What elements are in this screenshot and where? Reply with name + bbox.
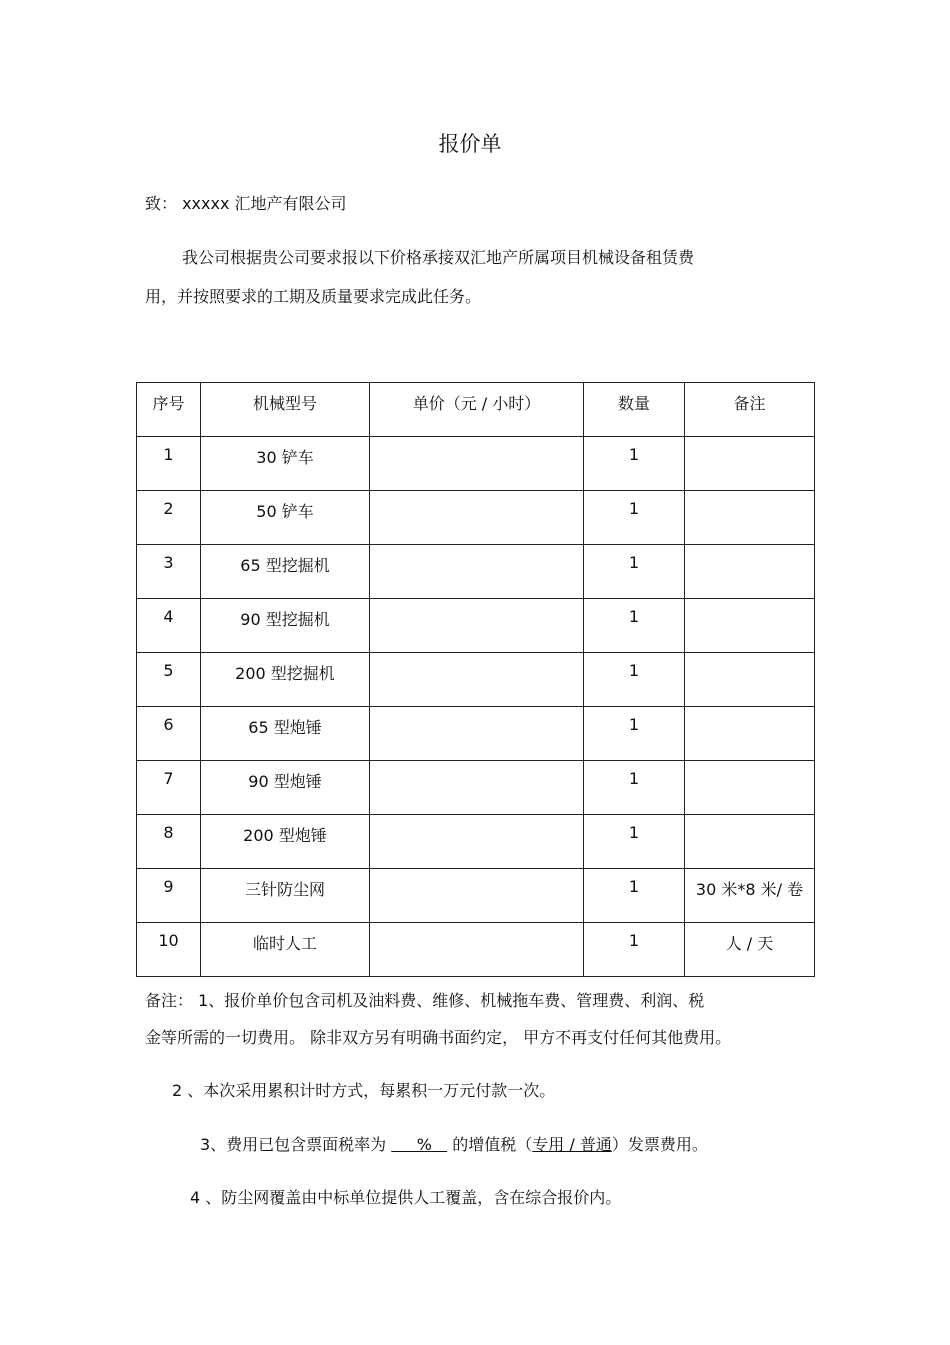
cell-price[interactable] [370,599,584,653]
table-header-row [137,383,815,437]
table-row [137,437,815,491]
table-row [137,923,815,977]
cell-no: 4 [137,599,201,653]
cell-no: 3 [137,545,201,599]
cell-model: 65 型挖掘机 [201,545,370,599]
cell-qty: 1 [584,599,685,653]
cell-remark [685,599,815,653]
cell-model: 200 型挖掘机 [201,653,370,707]
cell-remark [685,545,815,599]
table-row [137,491,815,545]
note-3-suffix: ）发票费用。 [611,1135,708,1154]
cell-model: 90 型挖掘机 [201,599,370,653]
note-2: 2 、本次采用累积计时方式，每累积一万元付款一次。 [172,1081,556,1100]
cell-no: 10 [137,923,201,977]
cell-remark [685,761,815,815]
table-row [137,653,815,707]
header-remark: 备注 [685,383,815,437]
cell-price[interactable] [370,923,584,977]
cell-no: 1 [137,437,201,491]
cell-qty: 1 [584,707,685,761]
table-row [137,599,815,653]
cell-price[interactable] [370,707,584,761]
cell-remark [685,815,815,869]
cell-qty: 1 [584,761,685,815]
intro-line-1: 我公司根据贵公司要求报以下价格承接双汇地产所属项目机械设备租赁费 [182,248,695,267]
table-row [137,761,815,815]
cell-remark [685,491,815,545]
cell-model: 临时人工 [201,923,370,977]
header-price: 单价（元 / 小时） [370,383,584,437]
cell-qty: 1 [584,923,685,977]
tax-rate-blank[interactable]: % [391,1135,448,1154]
cell-model: 50 铲车 [201,491,370,545]
note-3-mid: 的增值税（ [447,1135,533,1154]
note-3-prefix: 3、费用已包含票面税率为 [200,1135,392,1154]
cell-price[interactable] [370,869,584,923]
cell-qty: 1 [584,815,685,869]
cell-price[interactable] [370,761,584,815]
cell-remark: 人 / 天 [685,923,815,977]
cell-qty: 1 [584,437,685,491]
cell-model: 30 铲车 [201,437,370,491]
table-row [137,545,815,599]
invoice-type: 专用 / 普通 [532,1135,612,1154]
cell-remark: 30 米*8 米/ 卷 [685,869,815,923]
cell-model: 90 型炮锤 [201,761,370,815]
cell-qty: 1 [584,491,685,545]
cell-no: 6 [137,707,201,761]
cell-price[interactable] [370,545,584,599]
cell-remark [685,707,815,761]
note-1-line-2: 金等所需的一切费用。 除非双方另有明确书面约定， 甲方不再支付任何其他费用。 [145,1028,732,1047]
table-row [137,869,815,923]
note-4: 4 、防尘网覆盖由中标单位提供人工覆盖，含在综合报价内。 [190,1188,622,1207]
cell-no: 5 [137,653,201,707]
cell-model: 200 型炮锤 [201,815,370,869]
header-no: 序号 [137,383,201,437]
note-3 [200,1132,708,1155]
cell-price[interactable] [370,491,584,545]
header-model: 机械型号 [201,383,370,437]
header-qty: 数量 [584,383,685,437]
recipient-line: 致： xxxxx 汇地产有限公司 [145,194,347,213]
cell-qty: 1 [584,545,685,599]
page-title: 报价单 [438,132,502,156]
table-row [137,707,815,761]
cell-model: 三针防尘网 [201,869,370,923]
cell-price[interactable] [370,815,584,869]
cell-no: 9 [137,869,201,923]
cell-no: 2 [137,491,201,545]
cell-remark [685,653,815,707]
quote-table [136,382,815,977]
cell-price[interactable] [370,437,584,491]
cell-price[interactable] [370,653,584,707]
cell-no: 7 [137,761,201,815]
cell-remark [685,437,815,491]
cell-no: 8 [137,815,201,869]
note-1-line-1: 备注： 1、报价单价包含司机及油料费、维修、机械拖车费、管理费、利润、税 [145,991,705,1010]
cell-model: 65 型炮锤 [201,707,370,761]
cell-qty: 1 [584,869,685,923]
cell-qty: 1 [584,653,685,707]
intro-line-2: 用，并按照要求的工期及质量要求完成此任务。 [145,287,482,306]
table-row [137,815,815,869]
